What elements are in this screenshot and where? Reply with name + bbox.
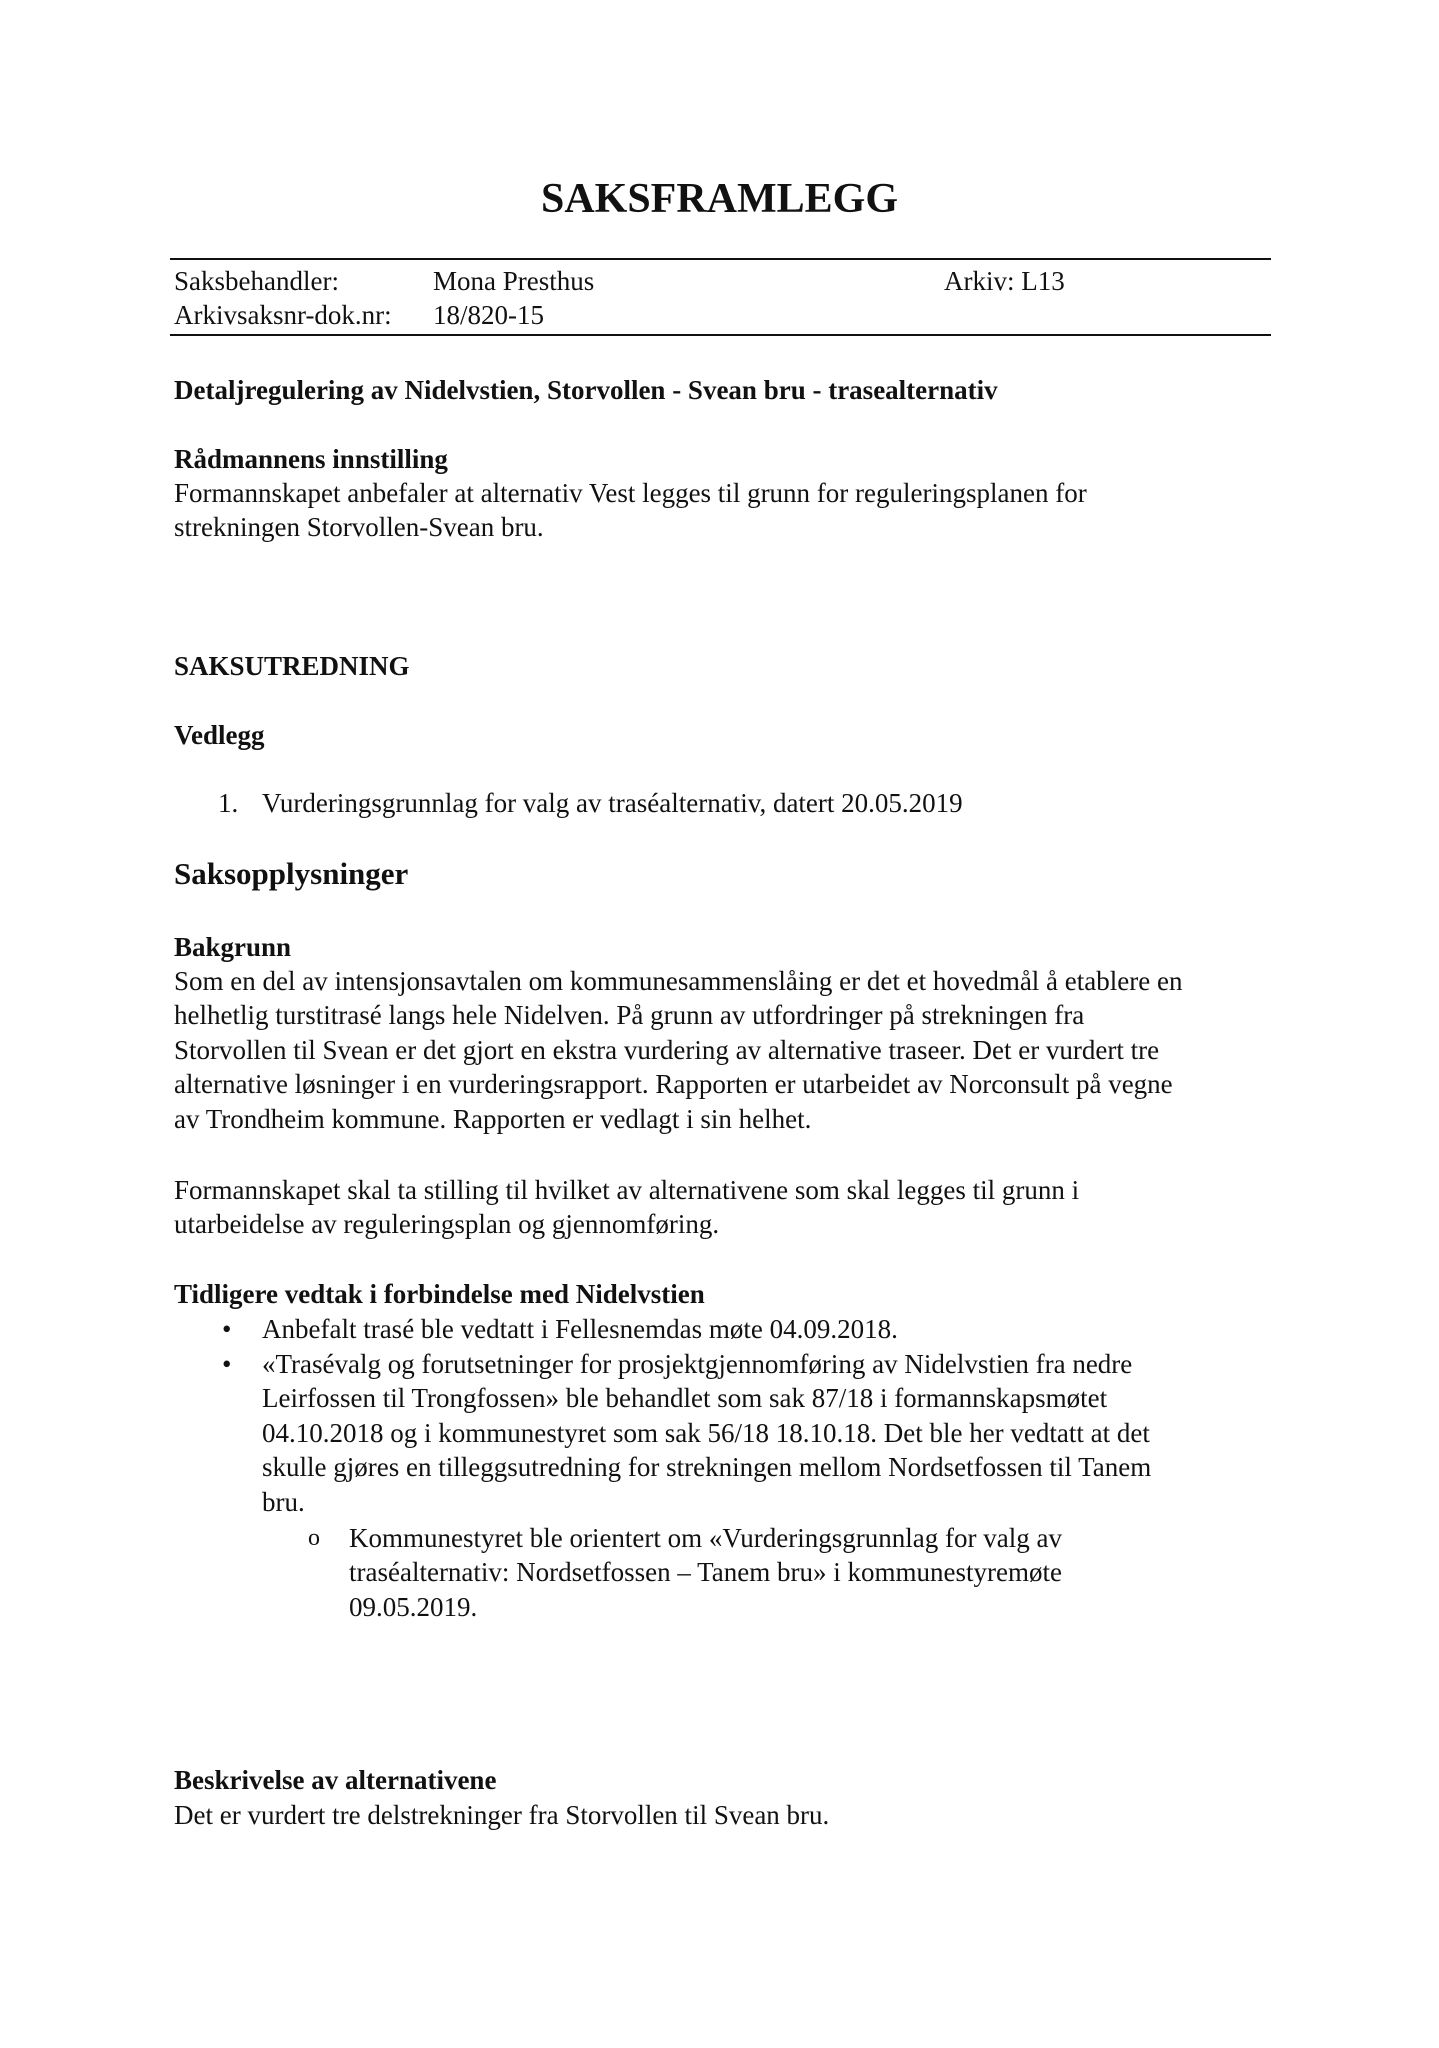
alternatives-heading: Beskrivelse av alternativene [174,1765,497,1795]
background-line: utarbeidelse av reguleringsplan og gjennomføring. [174,1209,720,1239]
bullet-item-line: 04.10.2018 og i kommunestyret som sak 56/18 18.10.18. Det ble her vedtatt at det [262,1418,1150,1448]
alternatives-text: Det er vurdert tre delstrekninger fra Storvollen til Svean bru. [174,1800,830,1830]
background-heading: Bakgrunn [174,932,292,962]
document-title: SAKSFRAMLEGG [540,176,899,222]
saksutredning-heading: SAKSUTREDNING [174,651,410,681]
divider [170,258,1271,260]
bullet-icon: • [222,1314,232,1344]
arkiv-code: Arkiv: L13 [944,266,1065,296]
sub-bullet-line: 09.05.2019. [349,1592,478,1622]
background-line: alternative løsninger i en vurderingsrapport. Rapporten er utarbeidet av Norconsult på vegne [174,1069,1173,1099]
case-title: Detaljregulering av Nidelvstien, Storvollen - Svean bru - trasealternativ [174,375,998,405]
background-line: Formannskapet skal ta stilling til hvilket av alternativene som skal legges til grunn i [174,1175,1080,1205]
bullet-item-line: «Trasévalg og forutsetninger for prosjektgjennomføring av Nidelvstien fra nedre [262,1349,1133,1379]
recommendation-heading: Rådmannens innstilling [174,444,448,474]
bullet-item-line: bru. [262,1487,305,1517]
saksopplysninger-heading: Saksopplysninger [174,856,409,891]
arkivsaksnr-label: Arkivsaksnr-dok.nr: [174,300,392,330]
bullet-item-line: skulle gjøres en tilleggsutredning for strekningen mellom Nordsetfossen til Tanem [262,1452,1152,1482]
background-line: helhetlig turstitrasé langs hele Nidelven. På grunn av utfordringer på strekningen fra [174,1000,1085,1030]
sub-bullet-line: traséalternativ: Nordsetfossen – Tanem bru» i kommunestyremøte [349,1557,1062,1587]
background-line: Storvollen til Svean er det gjort en ekstra vurdering av alternative traseer. Det er vurdert tre [174,1035,1160,1065]
attachments-heading: Vedlegg [174,720,265,750]
sub-bullet-icon: o [308,1525,320,1551]
attachment-item: Vurderingsgrunnlag for valg av traséalternativ, datert 20.05.2019 [262,788,963,818]
divider [170,334,1271,336]
bullet-item: Anbefalt trasé ble vedtatt i Fellesnemdas møte 04.09.2018. [262,1314,898,1344]
attachment-number: 1. [218,788,239,818]
sub-bullet-line: Kommunestyret ble orientert om «Vurderingsgrunnlag for valg av [349,1523,1062,1553]
background-line: Som en del av intensjonsavtalen om kommunesammenslåing er det et hovedmål å etablere en [174,966,1183,996]
recommendation-line: Formannskapet anbefaler at alternativ Vest legges til grunn for reguleringsplanen for [174,478,1087,508]
previous-decisions-heading: Tidligere vedtak i forbindelse med Nidelvstien [174,1279,705,1309]
bullet-icon: • [222,1349,232,1379]
background-line: av Trondheim kommune. Rapporten er vedlagt i sin helhet. [174,1104,812,1134]
arkivsaksnr-value: 18/820-15 [433,300,544,330]
saksbehandler-label: Saksbehandler: [174,266,339,296]
recommendation-line: strekningen Storvollen-Svean bru. [174,512,544,542]
bullet-item-line: Leirfossen til Trongfossen» ble behandlet som sak 87/18 i formannskapsmøtet [262,1383,1108,1413]
saksbehandler-value: Mona Presthus [433,266,595,296]
